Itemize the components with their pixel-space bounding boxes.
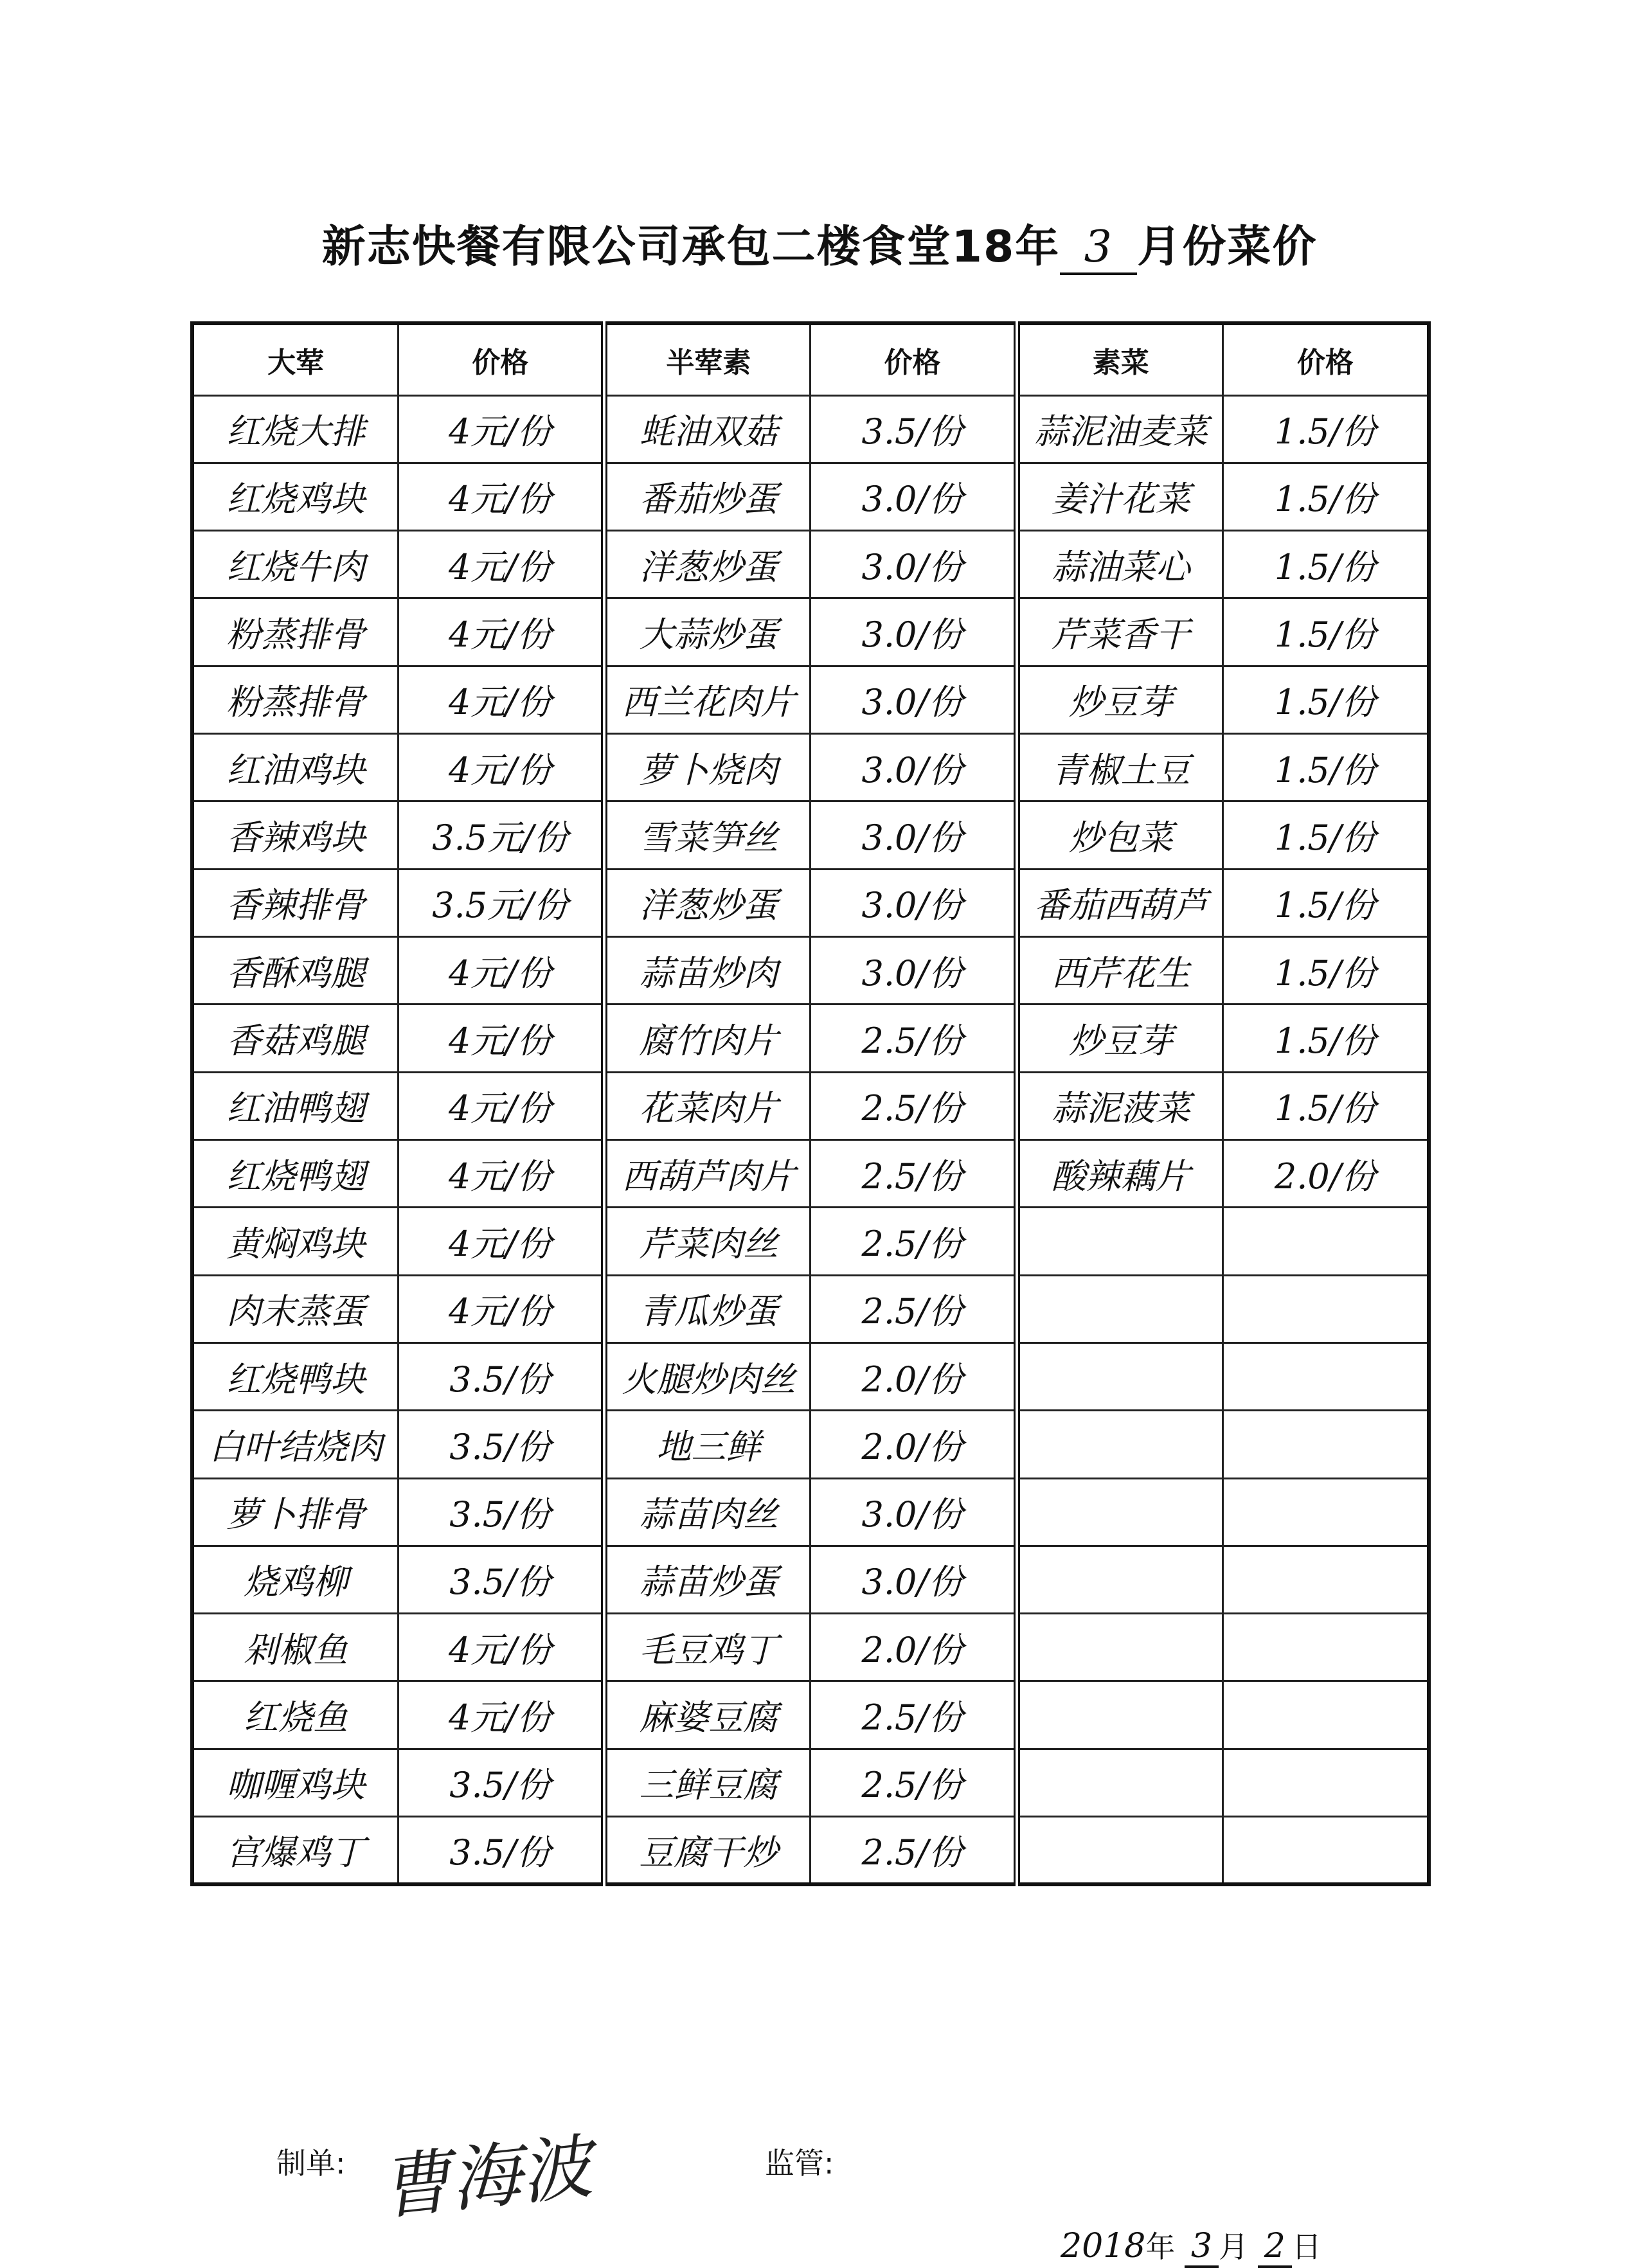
half-meat-dish-cell: 蒜苗炒肉 — [604, 937, 811, 1005]
vegetable-price-cell: 1.5/份 — [1223, 801, 1429, 869]
meat-price-cell: 4元/份 — [399, 1275, 605, 1343]
vegetable-price-cell: 1.5/份 — [1223, 1005, 1429, 1072]
half-meat-dish-cell: 火腿炒肉丝 — [604, 1343, 811, 1410]
meat-dish-cell: 黄焖鸡块 — [192, 1208, 399, 1275]
half-meat-price-cell: 2.5/份 — [811, 1208, 1017, 1275]
vegetable-dish-cell — [1017, 1478, 1223, 1546]
vegetable-price-cell: 2.0/份 — [1223, 1139, 1429, 1207]
table-row — [192, 395, 1429, 463]
half-meat-price-cell: 2.5/份 — [811, 1005, 1017, 1072]
vegetable-price-cell — [1223, 1478, 1429, 1546]
header-vegetable: 素菜 — [1017, 323, 1223, 395]
meat-dish-cell: 红烧鸡块 — [192, 463, 399, 530]
half-meat-dish-cell: 麻婆豆腐 — [604, 1681, 811, 1749]
table-row — [192, 531, 1429, 598]
maker-label: 制单: — [276, 2146, 346, 2181]
table-row — [192, 666, 1429, 733]
date — [1061, 2224, 1321, 2266]
half-meat-price-cell: 3.0/份 — [811, 531, 1017, 598]
table-row — [192, 598, 1429, 666]
meat-dish-cell: 香菇鸡腿 — [192, 1005, 399, 1072]
vegetable-dish-cell — [1017, 1749, 1223, 1816]
half-meat-dish-cell: 洋葱炒蛋 — [604, 531, 811, 598]
table-row — [192, 1614, 1429, 1681]
meat-price-cell: 4元/份 — [399, 395, 605, 463]
half-meat-dish-cell: 花菜肉片 — [604, 1072, 811, 1139]
meat-price-cell: 4元/份 — [399, 1614, 605, 1681]
vegetable-price-cell — [1223, 1817, 1429, 1884]
half-meat-price-cell: 2.0/份 — [811, 1411, 1017, 1478]
meat-dish-cell: 红烧鸭翅 — [192, 1139, 399, 1207]
half-meat-dish-cell: 蒜苗炒蛋 — [604, 1546, 811, 1613]
date-month: 3 — [1185, 2227, 1219, 2268]
table-row — [192, 1343, 1429, 1410]
meat-price-cell: 4元/份 — [399, 1139, 605, 1207]
table-row — [192, 1139, 1429, 1207]
vegetable-dish-cell: 蒜泥菠菜 — [1017, 1072, 1223, 1139]
date-day-label: 日 — [1291, 2229, 1321, 2264]
meat-dish-cell: 肉末蒸蛋 — [192, 1275, 399, 1343]
half-meat-dish-cell: 西葫芦肉片 — [604, 1139, 811, 1207]
meat-price-cell: 3.5元/份 — [399, 801, 605, 869]
meat-price-cell: 3.5/份 — [399, 1478, 605, 1546]
half-meat-dish-cell: 萝卜烧肉 — [604, 734, 811, 801]
half-meat-price-cell: 3.5/份 — [811, 395, 1017, 463]
vegetable-dish-cell — [1017, 1546, 1223, 1613]
meat-price-cell: 4元/份 — [399, 937, 605, 1005]
date-year-label: 年 — [1145, 2229, 1176, 2264]
table-row — [192, 1072, 1429, 1139]
vegetable-price-cell: 1.5/份 — [1223, 1072, 1429, 1139]
meat-dish-cell: 咖喱鸡块 — [192, 1749, 399, 1816]
meat-price-cell: 3.5元/份 — [399, 869, 605, 936]
half-meat-price-cell: 2.5/份 — [811, 1749, 1017, 1816]
half-meat-dish-cell: 番茄炒蛋 — [604, 463, 811, 530]
half-meat-dish-cell: 地三鲜 — [604, 1411, 811, 1478]
meat-price-cell: 3.5/份 — [399, 1411, 605, 1478]
meat-dish-cell: 剁椒鱼 — [192, 1614, 399, 1681]
meat-price-cell: 3.5/份 — [399, 1343, 605, 1410]
menu-price-table — [190, 321, 1431, 1886]
table-row — [192, 937, 1429, 1005]
table-row — [192, 1749, 1429, 1816]
meat-price-cell: 4元/份 — [399, 1072, 605, 1139]
half-meat-dish-cell: 雪菜笋丝 — [604, 801, 811, 869]
page-title — [0, 212, 1639, 275]
half-meat-dish-cell: 腐竹肉片 — [604, 1005, 811, 1072]
table-row — [192, 1478, 1429, 1546]
vegetable-dish-cell — [1017, 1614, 1223, 1681]
vegetable-dish-cell — [1017, 1817, 1223, 1884]
half-meat-price-cell: 3.0/份 — [811, 1478, 1017, 1546]
vegetable-dish-cell: 青椒土豆 — [1017, 734, 1223, 801]
header-price-meat: 价格 — [399, 323, 605, 395]
vegetable-dish-cell: 姜汁花菜 — [1017, 463, 1223, 530]
vegetable-dish-cell: 炒包菜 — [1017, 801, 1223, 869]
half-meat-dish-cell: 蚝油双菇 — [604, 395, 811, 463]
half-meat-price-cell: 2.0/份 — [811, 1614, 1017, 1681]
vegetable-dish-cell: 炒豆芽 — [1017, 1005, 1223, 1072]
date-year: 2018 — [1061, 2227, 1146, 2265]
half-meat-price-cell: 2.5/份 — [811, 1275, 1017, 1343]
half-meat-price-cell: 3.0/份 — [811, 937, 1017, 1005]
half-meat-dish-cell: 大蒜炒蛋 — [604, 598, 811, 666]
table-row — [192, 1546, 1429, 1613]
header-meat: 大荤 — [192, 323, 399, 395]
vegetable-dish-cell: 蒜泥油麦菜 — [1017, 395, 1223, 463]
meat-dish-cell: 粉蒸排骨 — [192, 598, 399, 666]
header-price-vegetable: 价格 — [1223, 323, 1429, 395]
vegetable-dish-cell: 酸辣藕片 — [1017, 1139, 1223, 1207]
vegetable-price-cell: 1.5/份 — [1223, 531, 1429, 598]
meat-dish-cell: 红油鸡块 — [192, 734, 399, 801]
header-price-half-meat: 价格 — [811, 323, 1017, 395]
half-meat-price-cell: 2.5/份 — [811, 1681, 1017, 1749]
meat-dish-cell: 白叶结烧肉 — [192, 1411, 399, 1478]
half-meat-dish-cell: 蒜苗肉丝 — [604, 1478, 811, 1546]
meat-dish-cell: 粉蒸排骨 — [192, 666, 399, 733]
meat-price-cell: 4元/份 — [399, 463, 605, 530]
vegetable-dish-cell: 西芹花生 — [1017, 937, 1223, 1005]
meat-dish-cell: 香辣排骨 — [192, 869, 399, 936]
half-meat-dish-cell: 毛豆鸡丁 — [604, 1614, 811, 1681]
half-meat-price-cell: 2.0/份 — [811, 1343, 1017, 1410]
meat-price-cell: 4元/份 — [399, 1208, 605, 1275]
table-row — [192, 1817, 1429, 1884]
half-meat-price-cell: 3.0/份 — [811, 666, 1017, 733]
meat-price-cell: 3.5/份 — [399, 1817, 605, 1884]
meat-price-cell: 4元/份 — [399, 1005, 605, 1072]
vegetable-price-cell: 1.5/份 — [1223, 598, 1429, 666]
date-day: 2 — [1258, 2227, 1292, 2268]
date-month-label: 月 — [1219, 2229, 1249, 2264]
table-header-row — [192, 323, 1429, 395]
vegetable-price-cell — [1223, 1343, 1429, 1410]
half-meat-price-cell: 3.0/份 — [811, 801, 1017, 869]
half-meat-dish-cell: 洋葱炒蛋 — [604, 869, 811, 936]
table-row — [192, 869, 1429, 936]
table-row — [192, 734, 1429, 801]
half-meat-dish-cell: 青瓜炒蛋 — [604, 1275, 811, 1343]
table-row — [192, 1275, 1429, 1343]
vegetable-price-cell — [1223, 1749, 1429, 1816]
vegetable-price-cell: 1.5/份 — [1223, 869, 1429, 936]
vegetable-dish-cell: 蒜油菜心 — [1017, 531, 1223, 598]
half-meat-dish-cell: 豆腐干炒 — [604, 1817, 811, 1884]
vegetable-price-cell: 1.5/份 — [1223, 463, 1429, 530]
table-row — [192, 1005, 1429, 1072]
meat-price-cell: 4元/份 — [399, 666, 605, 733]
vegetable-price-cell — [1223, 1275, 1429, 1343]
half-meat-price-cell: 3.0/份 — [811, 598, 1017, 666]
vegetable-dish-cell: 炒豆芽 — [1017, 666, 1223, 733]
meat-dish-cell: 红油鸭翅 — [192, 1072, 399, 1139]
header-half-meat: 半荤素 — [604, 323, 811, 395]
table-row — [192, 1681, 1429, 1749]
title-prefix: 新志快餐有限公司承包二楼食堂18年 — [321, 222, 1061, 272]
table-row — [192, 801, 1429, 869]
half-meat-dish-cell: 芹菜肉丝 — [604, 1208, 811, 1275]
meat-price-cell: 4元/份 — [399, 531, 605, 598]
vegetable-price-cell: 1.5/份 — [1223, 937, 1429, 1005]
vegetable-price-cell: 1.5/份 — [1223, 666, 1429, 733]
title-month: 3 — [1060, 222, 1137, 275]
vegetable-dish-cell: 番茄西葫芦 — [1017, 869, 1223, 936]
vegetable-dish-cell: 芹菜香干 — [1017, 598, 1223, 666]
meat-price-cell: 3.5/份 — [399, 1546, 605, 1613]
vegetable-price-cell: 1.5/份 — [1223, 395, 1429, 463]
meat-dish-cell: 红烧鱼 — [192, 1681, 399, 1749]
table-row — [192, 1208, 1429, 1275]
meat-dish-cell: 红烧大排 — [192, 395, 399, 463]
vegetable-price-cell — [1223, 1614, 1429, 1681]
vegetable-dish-cell — [1017, 1343, 1223, 1410]
vegetable-dish-cell — [1017, 1681, 1223, 1749]
meat-dish-cell: 香酥鸡腿 — [192, 937, 399, 1005]
meat-dish-cell: 红烧鸭块 — [192, 1343, 399, 1410]
meat-price-cell: 4元/份 — [399, 598, 605, 666]
vegetable-dish-cell — [1017, 1411, 1223, 1478]
meat-dish-cell: 烧鸡柳 — [192, 1546, 399, 1613]
half-meat-dish-cell: 西兰花肉片 — [604, 666, 811, 733]
supervisor-label: 监管: — [765, 2146, 834, 2181]
half-meat-price-cell: 2.5/份 — [811, 1072, 1017, 1139]
half-meat-price-cell: 3.0/份 — [811, 463, 1017, 530]
vegetable-price-cell — [1223, 1546, 1429, 1613]
vegetable-price-cell — [1223, 1681, 1429, 1749]
vegetable-price-cell — [1223, 1208, 1429, 1275]
half-meat-price-cell: 3.0/份 — [811, 1546, 1017, 1613]
meat-price-cell: 4元/份 — [399, 734, 605, 801]
meat-dish-cell: 红烧牛肉 — [192, 531, 399, 598]
half-meat-price-cell: 3.0/份 — [811, 869, 1017, 936]
half-meat-price-cell: 2.5/份 — [811, 1139, 1017, 1207]
meat-price-cell: 4元/份 — [399, 1681, 605, 1749]
table-body — [192, 395, 1429, 1884]
meat-dish-cell: 宫爆鸡丁 — [192, 1817, 399, 1884]
vegetable-dish-cell — [1017, 1208, 1223, 1275]
vegetable-dish-cell — [1017, 1275, 1223, 1343]
meat-dish-cell: 萝卜排骨 — [192, 1478, 399, 1546]
meat-dish-cell: 香辣鸡块 — [192, 801, 399, 869]
meat-price-cell: 3.5/份 — [399, 1749, 605, 1816]
title-suffix: 月份菜价 — [1137, 222, 1318, 272]
table-row — [192, 463, 1429, 530]
half-meat-price-cell: 2.5/份 — [811, 1817, 1017, 1884]
half-meat-dish-cell: 三鲜豆腐 — [604, 1749, 811, 1816]
table-row — [192, 1411, 1429, 1478]
vegetable-price-cell — [1223, 1411, 1429, 1478]
vegetable-price-cell: 1.5/份 — [1223, 734, 1429, 801]
maker-signature: 曹海波 — [376, 2125, 596, 2229]
half-meat-price-cell: 3.0/份 — [811, 734, 1017, 801]
